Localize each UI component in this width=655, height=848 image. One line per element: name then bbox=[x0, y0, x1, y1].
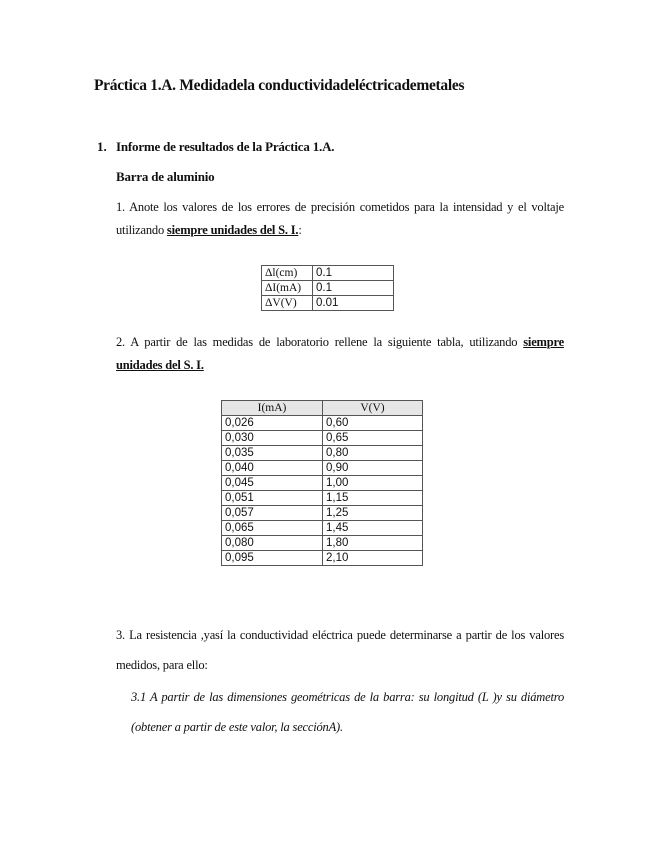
current-cell: 0,057 bbox=[222, 506, 323, 521]
voltage-cell: 0,65 bbox=[323, 431, 423, 446]
header-current: I(mA) bbox=[222, 401, 323, 416]
error-label: ΔV(V) bbox=[262, 296, 313, 311]
current-cell: 0,026 bbox=[222, 416, 323, 431]
voltage-cell: 1,00 bbox=[323, 476, 423, 491]
voltage-cell: 0,60 bbox=[323, 416, 423, 431]
current-cell: 0,030 bbox=[222, 431, 323, 446]
header-voltage: V(V) bbox=[323, 401, 423, 416]
voltage-cell: 2,10 bbox=[323, 551, 423, 566]
error-value: 0.1 bbox=[313, 266, 394, 281]
voltage-cell: 1,45 bbox=[323, 521, 423, 536]
voltage-cell: 1,15 bbox=[323, 491, 423, 506]
paragraph-3: 3. La resistencia ,yasí la conductividad eléctrica puede determinarse a partir de los valores medidos, para ello: bbox=[116, 628, 564, 672]
paragraph-1 bbox=[116, 196, 564, 242]
table-row bbox=[222, 551, 423, 566]
section-title: Informe de resultados de la Práctica 1.A. bbox=[116, 139, 335, 154]
paragraph-3-1: 3.1 A partir de las dimensiones geométricas de la barra: su longitud (L )y su diámetro (obtener a partir de este valor, la secciónA). bbox=[131, 690, 564, 734]
table-row bbox=[262, 281, 394, 296]
paragraph-1-text: 1. Anote los valores de los errores de precisión cometidos para la intensidad y el voltaje utilizando bbox=[116, 200, 564, 237]
table-row bbox=[222, 521, 423, 536]
table-row bbox=[222, 491, 423, 506]
measurements-table bbox=[221, 400, 423, 566]
table-row bbox=[262, 296, 394, 311]
subheading: Barra de aluminio bbox=[116, 169, 215, 184]
table-row bbox=[222, 416, 423, 431]
error-label: ΔI(mA) bbox=[262, 281, 313, 296]
table-row bbox=[222, 476, 423, 491]
table-header-row bbox=[222, 401, 423, 416]
paragraph-2-emphasis: siempre unidades del S. I. bbox=[116, 335, 564, 372]
paragraph-1-tail: : bbox=[298, 223, 302, 237]
table-row bbox=[262, 266, 394, 281]
voltage-cell: 1,80 bbox=[323, 536, 423, 551]
error-label: Δl(cm) bbox=[262, 266, 313, 281]
current-cell: 0,095 bbox=[222, 551, 323, 566]
table-row bbox=[222, 536, 423, 551]
current-cell: 0,045 bbox=[222, 476, 323, 491]
table-row bbox=[222, 506, 423, 521]
voltage-cell: 0,80 bbox=[323, 446, 423, 461]
current-cell: 0,051 bbox=[222, 491, 323, 506]
section-number: 1. bbox=[97, 139, 107, 154]
paragraph-2 bbox=[116, 331, 564, 377]
paragraph-2-text: 2. A partir de las medidas de laboratorio rellene la siguiente tabla, utilizando bbox=[116, 335, 524, 349]
error-value: 0.01 bbox=[313, 296, 394, 311]
current-cell: 0,040 bbox=[222, 461, 323, 476]
table-row bbox=[222, 431, 423, 446]
current-cell: 0,080 bbox=[222, 536, 323, 551]
errors-table bbox=[261, 265, 394, 311]
current-cell: 0,065 bbox=[222, 521, 323, 536]
voltage-cell: 1,25 bbox=[323, 506, 423, 521]
paragraph-1-emphasis: siempre unidades del S. I. bbox=[166, 223, 299, 237]
error-value: 0.1 bbox=[313, 281, 394, 296]
current-cell: 0,035 bbox=[222, 446, 323, 461]
table-row bbox=[222, 461, 423, 476]
document-title: Práctica 1.A. Medidadela conductividadeléctricademetales bbox=[94, 77, 465, 94]
voltage-cell: 0,90 bbox=[323, 461, 423, 476]
table-row bbox=[222, 446, 423, 461]
